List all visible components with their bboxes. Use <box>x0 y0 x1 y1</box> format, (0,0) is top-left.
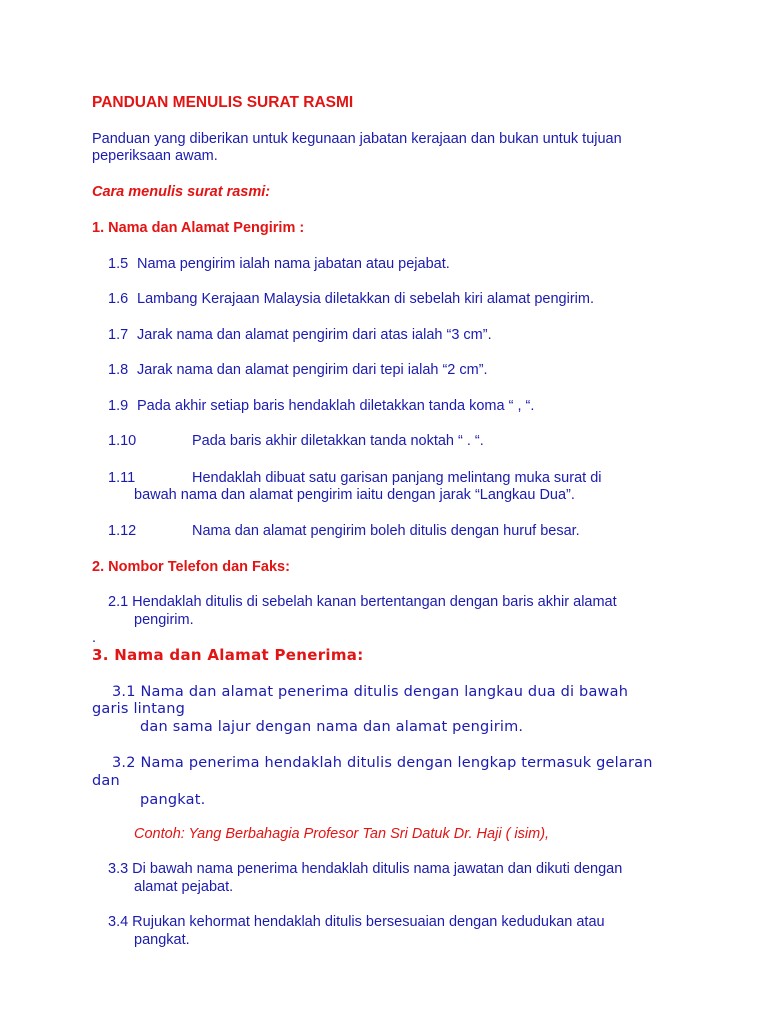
section-3-heading: 3. Nama dan Alamat Penerima: <box>92 646 364 664</box>
section-3-item-3-line-2: alamat pejabat. <box>134 879 234 895</box>
item-number: 1.11 <box>108 470 136 486</box>
section-3-item-2-line-2: dan <box>92 773 120 789</box>
section-3-item-2-line-1: 3.2 Nama penerima hendaklah ditulis dengan lengkap termasuk gelaran <box>112 755 653 771</box>
item-number: 1.9 <box>108 398 129 414</box>
document-title: PANDUAN MENULIS SURAT RASMI <box>92 94 354 111</box>
section-2-heading: 2. Nombor Telefon dan Faks: <box>92 559 290 575</box>
intro-line-1: Panduan yang diberikan untuk kegunaan jabatan kerajaan dan bukan untuk tujuan <box>92 131 622 147</box>
item-text: Pada baris akhir diletakkan tanda noktah “ . “. <box>192 433 484 449</box>
section-2-item-line-1: 2.1 Hendaklah ditulis di sebelah kanan bertentangan dengan baris akhir alamat <box>108 594 617 610</box>
section-2-item-line-2: pengirim. <box>134 612 194 628</box>
item-text: Pada akhir setiap baris hendaklah diletakkan tanda koma “ , “. <box>137 398 535 414</box>
subtitle: Cara menulis surat rasmi: <box>92 184 271 200</box>
section-3-item-1-line-2: garis lintang <box>92 701 186 717</box>
section-3-item-1-line-1: 3.1 Nama dan alamat penerima ditulis dengan langkau dua di bawah <box>112 684 629 700</box>
item-number: 1.6 <box>108 291 129 307</box>
item-number: 1.7 <box>108 327 129 343</box>
item-number: 1.10 <box>108 433 137 449</box>
item-number: 1.12 <box>108 523 137 539</box>
list-item <box>108 433 484 450</box>
section-3-item-2-line-3: pangkat. <box>140 792 206 808</box>
list-item <box>108 256 450 273</box>
list-item <box>108 398 534 415</box>
item-text: Hendaklah dibuat satu garisan panjang melintang muka surat di <box>192 470 602 486</box>
section-3-item-4-line-2: pangkat. <box>134 932 190 948</box>
section-3-item-3-line-1: 3.3 Di bawah nama penerima hendaklah ditulis nama jawatan dan dikuti dengan <box>108 861 623 877</box>
intro-line-2: peperiksaan awam. <box>92 148 218 164</box>
list-item <box>108 362 488 379</box>
item-text: Nama dan alamat pengirim boleh ditulis dengan huruf besar. <box>192 523 580 539</box>
list-item <box>108 523 580 540</box>
item-text: Jarak nama dan alamat pengirim dari atas ialah “3 cm”. <box>137 327 492 343</box>
item-number: 1.8 <box>108 362 129 378</box>
item-number: 1.5 <box>108 256 129 272</box>
item-text: Lambang Kerajaan Malaysia diletakkan di sebelah kiri alamat pengirim. <box>137 291 594 307</box>
section-1-heading: 1. Nama dan Alamat Pengirim : <box>92 220 305 236</box>
list-item <box>108 291 594 308</box>
item-text: Nama pengirim ialah nama jabatan atau pejabat. <box>137 256 450 272</box>
item-text: Jarak nama dan alamat pengirim dari tepi ialah “2 cm”. <box>137 362 488 378</box>
list-item <box>108 470 601 487</box>
section-3-item-1-line-3: dan sama lajur dengan nama dan alamat pengirim. <box>140 719 524 735</box>
section-3-item-4-line-1: 3.4 Rujukan kehormat hendaklah ditulis bersesuaian dengan kedudukan atau <box>108 914 605 930</box>
list-item <box>108 327 492 344</box>
example-text: Contoh: Yang Berbahagia Profesor Tan Sri Datuk Dr. Haji ( isim), <box>134 826 550 842</box>
stray-dot: . <box>92 630 97 646</box>
list-item-continuation: bawah nama dan alamat pengirim iaitu dengan jarak “Langkau Dua”. <box>134 487 575 503</box>
